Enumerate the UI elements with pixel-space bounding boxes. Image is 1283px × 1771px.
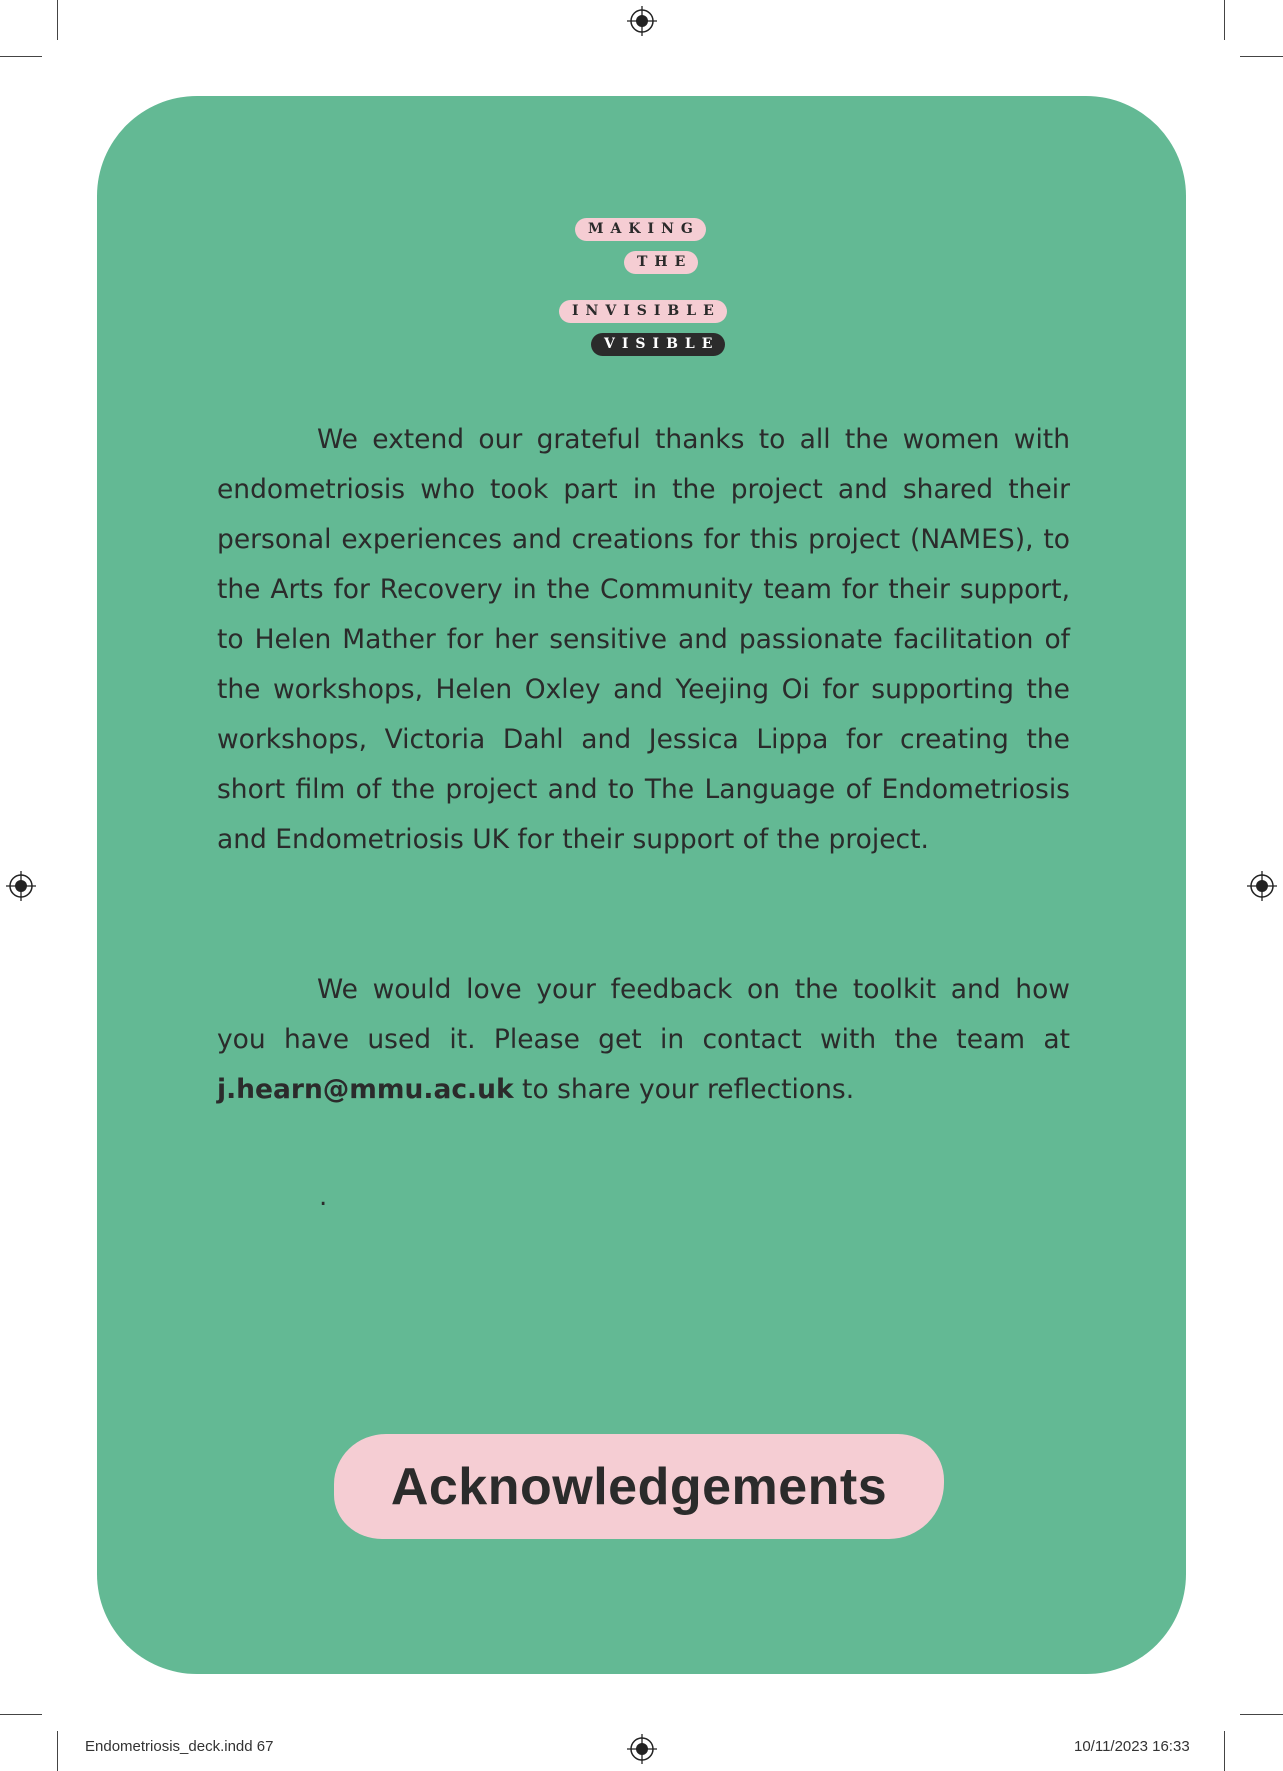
- logo-word-visible: VISIBLE: [591, 333, 725, 356]
- crop-mark: [1224, 1731, 1225, 1771]
- slug-timestamp: 10/11/2023 16:33: [1074, 1738, 1190, 1755]
- feedback-text-end: to share your reflections.: [513, 1074, 855, 1105]
- feedback-paragraph: [217, 965, 1070, 1115]
- logo-word-the: THE: [624, 251, 698, 274]
- registration-mark-icon: [1247, 871, 1277, 901]
- crop-mark: [1224, 0, 1225, 40]
- contact-email[interactable]: j.hearn@mmu.ac.uk: [217, 1074, 514, 1105]
- registration-mark-icon: [627, 6, 657, 36]
- page-title: Acknowledgements: [390, 1457, 888, 1516]
- crop-mark: [1240, 1714, 1283, 1715]
- title-banner: [334, 1434, 944, 1539]
- thanks-paragraph: [217, 415, 1070, 865]
- logo-word-invisible: INVISIBLE: [559, 300, 727, 323]
- crop-mark: [57, 1731, 58, 1771]
- registration-mark-icon: [6, 871, 36, 901]
- logo-word-making: MAKING: [575, 218, 706, 241]
- crop-mark: [0, 56, 42, 57]
- slug-filename: Endometriosis_deck.indd 67: [85, 1738, 274, 1755]
- acknowledgements-card: [97, 96, 1186, 1674]
- thanks-text: We extend our grateful thanks to all the women with endometriosis who took part in the project and shared their personal experiences and creations for this project (NAMES), to the Arts for Recovery in the Community team for their support, to Helen Mather for her sensitive and passionate facilitation of the workshops, Helen Oxley and Yeejing Oi for supporting the workshops, Victoria Dahl and Jessica Lippa for creating the short film of the project and to The Language of Endometriosis and Endometriosis UK for their support of the project.: [217, 424, 1070, 855]
- crop-mark: [0, 1714, 42, 1715]
- crop-mark: [57, 0, 58, 40]
- registration-mark-icon: [627, 1734, 657, 1764]
- crop-mark: [1240, 56, 1283, 57]
- stray-dot: .: [319, 1182, 328, 1212]
- feedback-text: We would love your feedback on the toolkit and how you have used it. Please get in contact with the team at: [217, 974, 1070, 1055]
